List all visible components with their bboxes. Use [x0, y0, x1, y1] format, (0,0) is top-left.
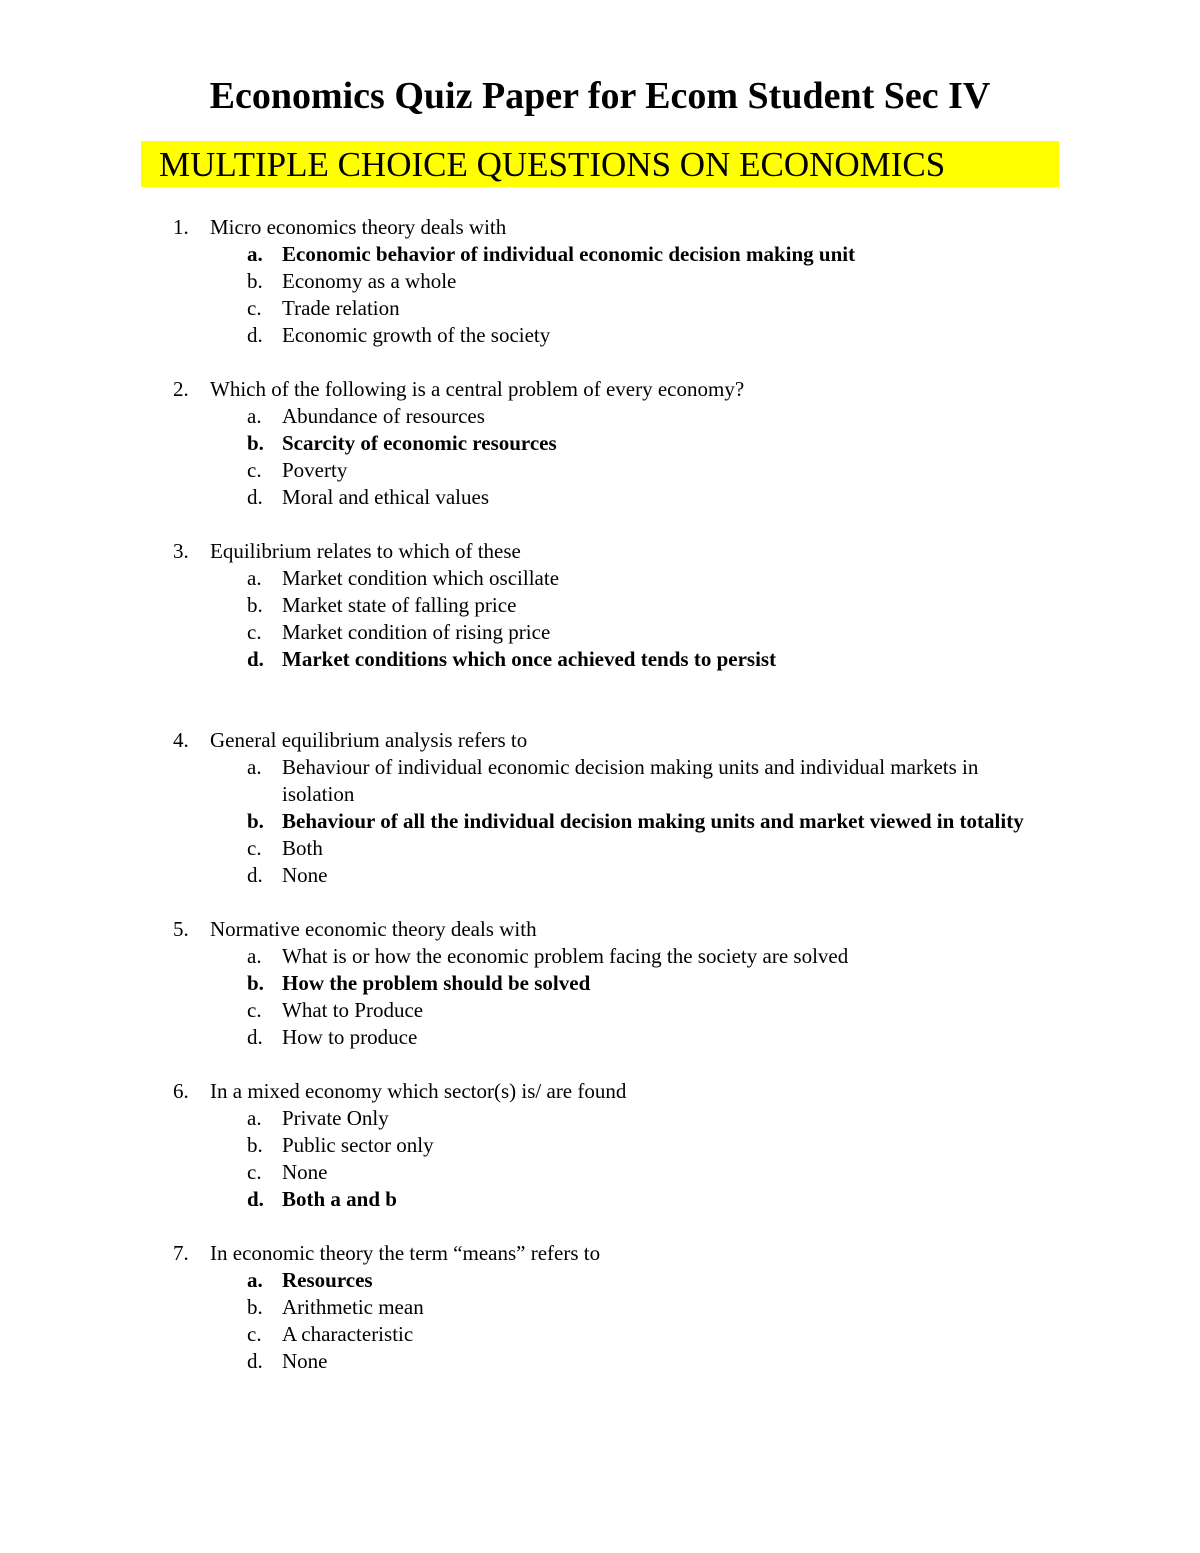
option-b-correct — [0, 430, 1200, 457]
option-text: Market condition of rising price — [282, 620, 551, 644]
option-text: Arithmetic mean — [282, 1295, 424, 1319]
option-letter: c. — [247, 458, 262, 482]
option-letter: a. — [247, 1268, 263, 1292]
option-letter: b. — [247, 431, 264, 455]
section-banner — [141, 141, 1059, 187]
question-text: Micro economics theory deals with — [210, 215, 507, 239]
option-text: Resources — [282, 1268, 373, 1292]
option-text: Trade relation — [282, 296, 400, 320]
section-banner-label: MULTIPLE CHOICE QUESTIONS ON ECONOMICS — [159, 145, 946, 184]
question-5 — [0, 916, 1200, 1051]
option-text: Behaviour of individual economic decision making units and individual markets in isolation — [282, 755, 979, 806]
option-c — [0, 997, 1200, 1024]
question-list — [0, 214, 1200, 1375]
option-letter: b. — [247, 1133, 263, 1157]
option-text: None — [282, 1160, 328, 1184]
option-letter: b. — [247, 593, 263, 617]
option-letter: a. — [247, 944, 262, 968]
option-c — [0, 457, 1200, 484]
option-c — [0, 619, 1200, 646]
option-letter: c. — [247, 836, 262, 860]
option-a — [0, 403, 1200, 430]
option-text: Market conditions which once achieved tends to persist — [282, 647, 777, 671]
option-text: Behaviour of all the individual decision making units and market viewed in totality — [282, 809, 1024, 833]
question-number: 5. — [173, 917, 189, 941]
option-a-correct — [0, 1267, 1200, 1294]
question-number: 3. — [173, 539, 189, 563]
option-text: Economic growth of the society — [282, 323, 551, 347]
option-text: Market condition which oscillate — [282, 566, 560, 590]
option-a — [0, 754, 1200, 808]
document-title: Economics Quiz Paper for Ecom Student Sec IV — [209, 75, 991, 117]
option-c — [0, 835, 1200, 862]
question-7 — [0, 1240, 1200, 1375]
option-d — [0, 322, 1200, 349]
option-text: Economy as a whole — [282, 269, 457, 293]
option-d — [0, 1348, 1200, 1375]
option-text: What is or how the economic problem facing the society are solved — [282, 944, 849, 968]
option-text: Scarcity of economic resources — [282, 431, 557, 455]
option-d — [0, 484, 1200, 511]
option-letter: a. — [247, 566, 262, 590]
question-number: 4. — [173, 728, 189, 752]
option-letter: d. — [247, 647, 264, 671]
option-b — [0, 592, 1200, 619]
option-letter: d. — [247, 863, 263, 887]
option-letter: d. — [247, 1025, 263, 1049]
option-letter: d. — [247, 485, 263, 509]
option-letter: c. — [247, 1322, 262, 1346]
option-text: Moral and ethical values — [282, 485, 490, 509]
option-d-correct — [0, 646, 1200, 673]
option-text: Abundance of resources — [282, 404, 485, 428]
question-number: 1. — [173, 215, 189, 239]
option-text: How to produce — [282, 1025, 418, 1049]
option-text: Both — [282, 836, 323, 860]
option-text: Private Only — [282, 1106, 389, 1130]
option-text: How the problem should be solved — [282, 971, 591, 995]
option-letter: b. — [247, 269, 263, 293]
question-6 — [0, 1078, 1200, 1213]
option-text: Both a and b — [282, 1187, 397, 1211]
question-number: 2. — [173, 377, 189, 401]
question-text: In a mixed economy which sector(s) is/ are found — [210, 1079, 627, 1103]
option-d — [0, 862, 1200, 889]
question-2 — [0, 376, 1200, 511]
question-text: General equilibrium analysis refers to — [210, 728, 528, 752]
option-c — [0, 295, 1200, 322]
option-letter: b. — [247, 1295, 263, 1319]
question-text: In economic theory the term “means” refers to — [210, 1241, 601, 1265]
option-a — [0, 1105, 1200, 1132]
question-4 — [0, 727, 1200, 889]
option-a-correct — [0, 241, 1200, 268]
option-a — [0, 943, 1200, 970]
option-letter: c. — [247, 296, 262, 320]
question-number: 6. — [173, 1079, 189, 1103]
question-1 — [0, 214, 1200, 349]
option-b — [0, 268, 1200, 295]
option-d — [0, 1024, 1200, 1051]
option-letter: a. — [247, 1106, 262, 1130]
option-letter: a. — [247, 755, 262, 779]
option-a — [0, 565, 1200, 592]
option-text: What to Produce — [282, 998, 424, 1022]
question-text: Which of the following is a central problem of every economy? — [210, 377, 745, 401]
option-b — [0, 1132, 1200, 1159]
option-b-correct — [0, 808, 1200, 835]
option-letter: d. — [247, 323, 263, 347]
question-text: Equilibrium relates to which of these — [210, 539, 521, 563]
option-b-correct — [0, 970, 1200, 997]
question-number: 7. — [173, 1241, 189, 1265]
option-letter: b. — [247, 971, 264, 995]
option-c — [0, 1321, 1200, 1348]
option-text: Poverty — [282, 458, 348, 482]
option-text: Market state of falling price — [282, 593, 517, 617]
option-letter: b. — [247, 809, 264, 833]
question-text: Normative economic theory deals with — [210, 917, 537, 941]
question-3 — [0, 538, 1200, 673]
option-text: Public sector only — [282, 1133, 434, 1157]
option-letter: c. — [247, 620, 262, 644]
option-text: None — [282, 863, 328, 887]
option-c — [0, 1159, 1200, 1186]
option-letter: a. — [247, 242, 263, 266]
option-letter: d. — [247, 1187, 264, 1211]
option-d-correct — [0, 1186, 1200, 1213]
option-letter: a. — [247, 404, 262, 428]
option-text: Economic behavior of individual economic decision making unit — [282, 242, 856, 266]
option-text: A characteristic — [282, 1322, 414, 1346]
option-letter: d. — [247, 1349, 263, 1373]
option-text: None — [282, 1349, 328, 1373]
option-b — [0, 1294, 1200, 1321]
option-letter: c. — [247, 1160, 262, 1184]
option-letter: c. — [247, 998, 262, 1022]
